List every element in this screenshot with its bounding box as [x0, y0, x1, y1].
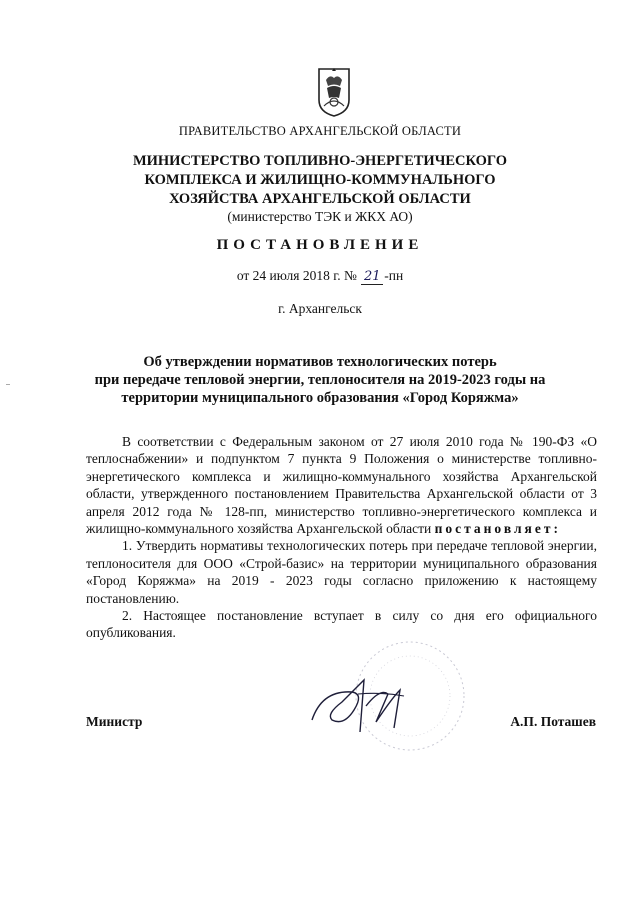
document-heading — [0, 353, 640, 407]
signatory-position: Министр — [86, 714, 143, 729]
decree-keyword: постановляет: — [434, 521, 561, 537]
government-title: ПРАВИТЕЛЬСТВО АРХАНГЕЛЬСКОЙ ОБЛАСТИ — [178, 124, 462, 138]
ministry-title-line: МИНИСТЕРСТВО ТОПЛИВНО-ЭНЕРГЕТИЧЕСКОГО — [132, 153, 508, 169]
body-paragraph — [86, 433, 597, 537]
document-date: от 24 июля 2018 г. № — [236, 268, 357, 283]
signatory-name: А.П. Поташев — [510, 714, 596, 729]
ministry-title-line: КОМПЛЕКСА И ЖИЛИЩНО-КОММУНАЛЬНОГО — [144, 172, 496, 188]
ministry-title-line: ХОЗЯЙСТВА АРХАНГЕЛЬСКОЙ ОБЛАСТИ — [169, 191, 471, 207]
handwritten-signature-icon — [292, 650, 432, 750]
coat-of-arms-icon — [316, 66, 352, 118]
body-paragraph: 2. Настоящее постановление вступает в силу со дня его официального опубликования. — [86, 608, 597, 641]
ministry-title — [0, 152, 640, 209]
preamble-text: В соответствии с Федеральным законом от 27 июля 2010 года № 190-ФЗ «О теплоснабжении» и подпунктом 7 пункта 9 Положения о министерстве топливно-энергетического комплекса и жилищно-коммунального хозяйства Архангельской области, утвержденного постановлением Правительства Архангельской области от 3 апреля 2012 года № 128-пп, министерство топливно-энергетического комплекса и жилищно-коммунального хозяйства Архангельской области — [86, 434, 597, 537]
document-type-title: ПОСТАНОВЛЕНИЕ — [216, 237, 424, 253]
ministry-abbreviation: (министерство ТЭК и ЖКХ АО) — [227, 209, 413, 224]
document-body — [86, 433, 597, 642]
document-number: 21 — [361, 269, 383, 285]
document-date-number — [0, 268, 640, 285]
heading-line: при передаче тепловой энергии, теплоносителя на 2019-2023 годы на — [94, 372, 546, 388]
heading-line: Об утверждении нормативов технологических потерь — [143, 354, 497, 370]
document-city: г. Архангельск — [278, 301, 362, 316]
heading-line: территории муниципального образования «Город Коряжма» — [121, 390, 519, 406]
scan-margin-mark — [6, 384, 10, 385]
body-paragraph: 1. Утвердить нормативы технологических потерь при передаче тепловой энергии, теплоносителя для ООО «Строй-базис» на территории муниципального образования «Город Коряжма» на 2019 - 2023 годы согласно приложению к настоящему постановлению. — [86, 538, 597, 606]
document-number-suffix: -пн — [384, 268, 404, 283]
